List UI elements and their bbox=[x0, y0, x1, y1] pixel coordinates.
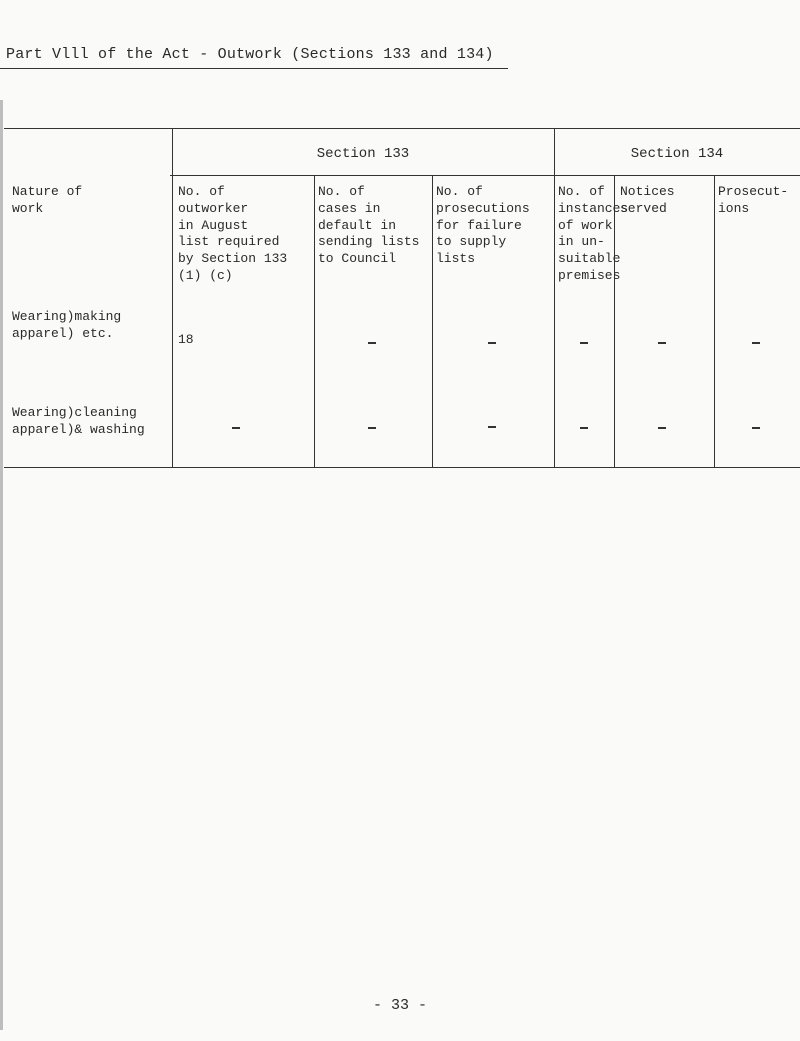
page-number: - 33 - bbox=[372, 997, 427, 1014]
row-1-notices-nil bbox=[658, 342, 666, 344]
page-heading: Part Vlll of the Act - Outwork (Sections 133 and 134) bbox=[6, 46, 494, 63]
row-2-unsuitable-premises-nil bbox=[580, 427, 588, 429]
row-2-nature: Wearing)cleaning apparel)& washing bbox=[12, 405, 145, 437]
section-134-header: Section 134 bbox=[630, 146, 724, 162]
row-2-outworkers-nil bbox=[232, 427, 240, 429]
row-1-unsuitable-premises-nil bbox=[580, 342, 588, 344]
table-subheader-rule bbox=[170, 175, 800, 176]
col-divider-4 bbox=[554, 128, 555, 467]
col-divider-1 bbox=[172, 128, 173, 467]
row-2-prosecutions-nil bbox=[752, 427, 760, 429]
row-1-prosecutions-nil bbox=[752, 342, 760, 344]
col-divider-3 bbox=[432, 175, 433, 467]
row-1-prosecutions-lists-nil bbox=[488, 342, 496, 344]
col-divider-6 bbox=[714, 175, 715, 467]
column-header-unsuitable-premises: No. of instances of work in un- suitable premises bbox=[558, 184, 629, 283]
page-binding-edge bbox=[0, 100, 3, 1030]
heading-underline bbox=[0, 68, 508, 69]
row-2-default-cases-nil bbox=[368, 427, 376, 429]
column-header-prosecutions-lists: No. of prosecutions for failure to supply lists bbox=[436, 184, 530, 267]
column-header-nature: Nature of work bbox=[12, 184, 83, 216]
table-top-rule bbox=[4, 128, 800, 129]
table-bottom-rule bbox=[4, 467, 800, 468]
section-133-header: Section 133 bbox=[316, 146, 410, 162]
column-header-outworkers: No. of outworker in August list required by Section 133 (1) (c) bbox=[178, 184, 288, 283]
row-1-nature: Wearing)making apparel) etc. bbox=[12, 309, 122, 341]
row-1-outworkers: 18 bbox=[178, 332, 194, 347]
column-header-prosecutions: Prosecut- ions bbox=[718, 184, 789, 216]
row-2-notices-nil bbox=[658, 427, 666, 429]
column-header-notices: Notices served bbox=[620, 184, 675, 216]
row-1-default-cases-nil bbox=[368, 342, 376, 344]
column-header-default-cases: No. of cases in default in sending lists to Council bbox=[318, 184, 420, 267]
row-2-prosecutions-lists-nil bbox=[488, 426, 496, 428]
col-divider-2 bbox=[314, 175, 315, 467]
